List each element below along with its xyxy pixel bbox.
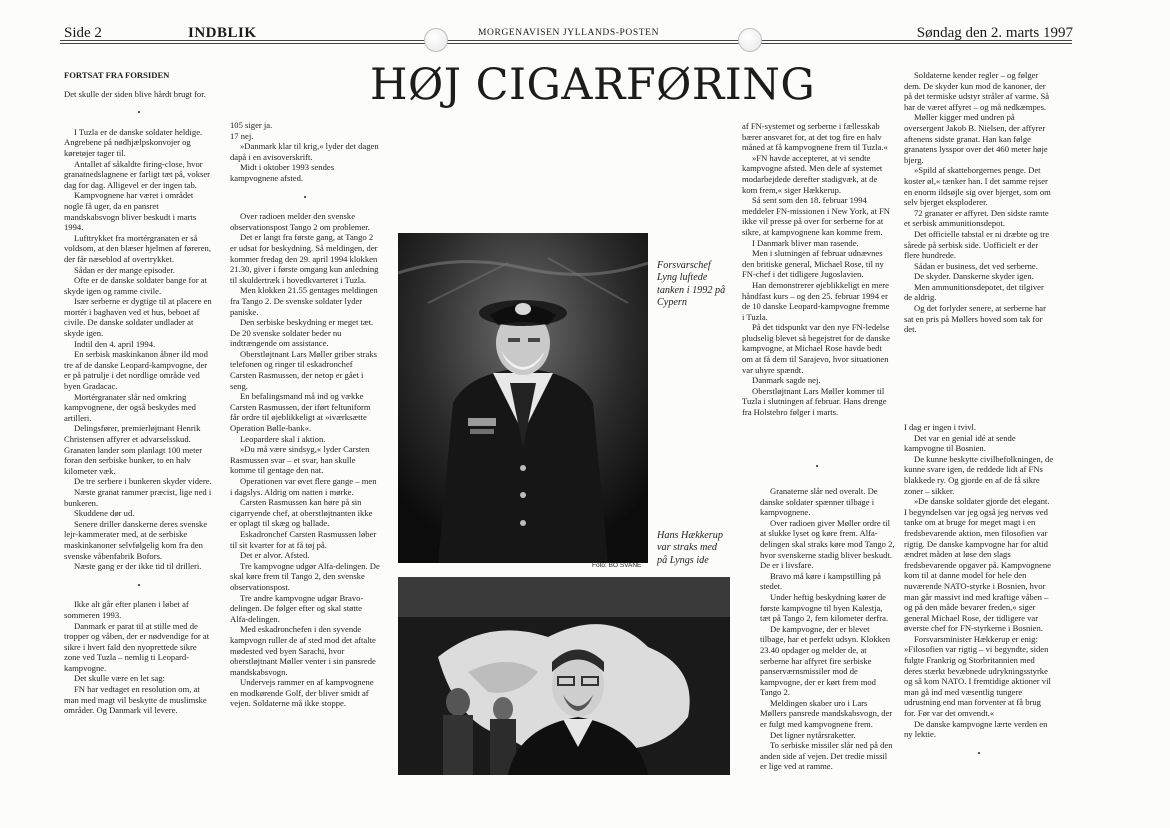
section-divider <box>742 462 892 476</box>
paragraph: »Du må være sindsyg,« lyder Carsten Rasmussen svar – et svar, han skulle komme til gentage den nat. <box>230 444 370 476</box>
paragraph: Men i slutningen af februar udnævnes den britiske general, Michael Rose, til ny FN-chef i det tidligere Jugoslavien. <box>742 248 884 280</box>
paragraph: Skuddene dør ud. <box>74 508 135 519</box>
article-column-3 <box>742 121 892 461</box>
paragraph: Det skulle være en let sag: <box>74 673 165 684</box>
paragraph: Men klokken 21.55 gentages meldingen fra Tango 2. De svenske soldater lyder paniske. <box>230 285 378 317</box>
paragraph: 105 siger ja. <box>230 120 273 130</box>
section-name: INDBLIK <box>188 25 257 41</box>
paragraph: De skyder. Danskerne skyder igen. <box>914 271 1034 282</box>
page-number: Side 2 <box>64 25 102 41</box>
paragraph: Undervejs rammer en af kampvognene en modkørende Golf, der bliver smidt af vejen. Soldaterne må ikke stoppe. <box>230 677 374 709</box>
paragraph: Carsten Rasmussen kan høre på sin cigarryende chef, at oberstløjtnanten ikke er oplagt til skæg og ballade. <box>230 497 373 529</box>
paragraph: Midt i oktober 1993 sendes kampvognene afsted. <box>230 162 335 183</box>
article-column-4 <box>904 70 1054 400</box>
paragraph: Han demonstrerer øjeblikkeligt en mere håndfast kurs – og den 25. februar 1994 er de 10 danske Leopard-kampvogne fremme i Tuzla. <box>742 279 890 322</box>
paragraph: Over radioen giver Møller ordre til at slukke lyset og køre frem. Alfa-delingen skal straks køre mod Tango 2, hvor svenskerne stadig bliver beskudt. De er i livsfare. <box>760 517 895 571</box>
paragraph: På det tidspunkt var den nye FN-ledelse pludselig blevet så begejstret for de danske kampvogne, at Michael Rose havde bedt om at få dem til Sarajevo, hvor situationen var uhyre spændt. <box>742 322 890 375</box>
paragraph: De danske kampvogne lærte verden en ny lektie. <box>904 718 1048 740</box>
section-divider: • <box>137 108 141 118</box>
paragraph: I dag er ingen i tvivl. <box>904 422 977 432</box>
headline: HØJ CIGARFØRING <box>370 60 816 110</box>
paragraph: »Danmark klar til krig,« lyder det dagen dapå i en avisoverskrift. <box>230 141 379 162</box>
paragraph: Indtil den 4. april 1994. <box>74 338 156 349</box>
paragraph: Eskadronchef Carsten Rasmussen løber til sit kvarter for at få tøj på. <box>230 528 377 550</box>
article-column-4b <box>904 422 1054 778</box>
paragraph: Den serbiske beskydning er meget tæt. De 20 svenske soldater beder nu indtrængende om assistance. <box>230 317 374 349</box>
paragraph: Over radioen melder den svenske observationspost Tango 2 om problemer. <box>230 211 370 232</box>
kicker: FORTSAT FRA FORSIDEN <box>64 70 170 80</box>
paragraph: Kampvognene har været i området nogle få uger, da en pansret mandskabsvogn bliver beskudt i marts 1994. <box>64 190 197 233</box>
paragraph: »De danske soldater gjorde det elegant. I begyndelsen var jeg også jeg nervøs ved tanke om at bruge for meget magt i en fredsbevarende aktion, men filosofien var rigtig. De danske kampvogne har for altid ændret måden at løse den slags fredsbevarende opgaver på. Kampvognene kom til at danne model for hele den nuværende NATO-styrke i Bosnien, hvor man går massivt ind med kraftige våben – og på den måde bevarer freden,« siger general Michael Rose, der tidligere var øverste chef for FN-styrkerne i Bosnien. <box>904 496 1051 634</box>
paragraph: Granaterne slår ned overalt. De danske soldater spænner tilbage i kampvognene. <box>760 486 878 518</box>
paragraph: Soldaterne kender regler – og følger dem. De skyder kun mod de kanoner, der på det termiske udstyr stråler af varme. Så har de været affyret – og må nedkæmpes. <box>904 70 1050 112</box>
paragraph: Lufttrykket fra mortérgranaten er så voldsom, at den blæser hjelmen af føreren, der får næseblod af overtrykket. <box>64 232 212 264</box>
paragraph: Meldingen skaber uro i Lars Møllers pansrede mandskabsvogn, der er fulgt med kampvognene frem. <box>760 697 893 730</box>
paragraph: Og det forlyder senere, at serberne har sat en pris på Møllers hoved som tak for det. <box>904 303 1046 335</box>
paragraph: Under heftig beskydning kører de første kampvogne til byen Kalestja, tæt på Tango 2, fem kilometer derfra. <box>760 591 889 624</box>
paragraph: Især serberne er dygtige til at placere en mortér i baghaven ved et hus, beboet af civile. De danske soldater undlader at skyde igen. <box>64 296 212 339</box>
paragraph: Møller kigger med undren på oversergent Jakob B. Nielsen, der affyrer aftenens sidste granat. Han kan følge granatens lysspor over det 460 meter høje bjerg. <box>904 112 1048 165</box>
section-divider: • <box>815 462 819 471</box>
paragraph: 17 nej. <box>230 130 254 141</box>
paragraph: To serbiske missiler slår ned på den anden side af vejen. Det tredie missil er lige ved at ramme. <box>760 740 893 772</box>
paragraph: I Danmark bliver man rasende. <box>752 237 859 248</box>
paragraph: af FN-systemet og serberne i fællesskab bærer ansvaret for, at det tog fire en halv måned at få kampvognene frem til Tuzla.« <box>742 121 888 153</box>
header-rule-thin <box>60 43 1072 44</box>
paragraph: Næste gang er der ikke tid til drilleri. <box>74 561 202 572</box>
issue-date: Søndag den 2. marts 1997 <box>916 25 1073 41</box>
section-divider: • <box>137 580 141 590</box>
paragraph: Sådan er business, det ved serberne. <box>914 260 1038 271</box>
paragraph: Delingsfører, premierløjtnant Henrik Christensen affyrer et advarselsskud. Granaten lander som planlagt 100 meter foran den serbiske bunker, to en halv kilometer væk. <box>64 423 203 476</box>
paragraph: Med eskadronchefen i den syvende kampvogn ruller de af sted mod det aftalte mødested ved byen Sarachi, hvor oberstløjtnant Møller venter i sin pansrede mandskabsvogn. <box>230 624 376 677</box>
paragraph: De tre serbere i bunkeren skyder videre. <box>74 476 212 487</box>
paragraph: Oberstløjtnant Lars Møller kommer til Tuzla i slutningen af februar. Hans drenge fra Holstebro følger i marts. <box>742 385 887 418</box>
paragraph: En serbisk maskinkanon åbner ild mod tre af de danske Leopard-kampvogne, der er på patrulje i det nordlige område ved byen Gradacac. <box>64 349 208 392</box>
paragraph: Antallet af såkaldte firing-close, hvor granatnedslagnene er farligt tæt på, vokser dag for dag. Alligevel er der ingen tab. <box>64 158 211 190</box>
paragraph: Senere driller danskerne deres svenske lejr-kammerater med, at de serbiske maskinkanoner selvfølgelig kom fra den svenske våbenfabrik Bofors. <box>64 518 208 561</box>
paragraph: FN har vedtaget en resolution om, at man med magt vil beskytte de muslimske områder. Og Danmark vil levere. <box>64 684 207 716</box>
paragraph: Så sent som den 18. februar 1994 meddeler FN-missionen i New York, at FN ikke vil presse på over for serberne for at sikre, at kampvognene kan komme frem. <box>742 195 890 237</box>
article-column-3b <box>760 486 895 778</box>
paragraph: Forsvarsminister Hækkerup er enig: »Filosofien var rigtig – vi begyndte, siden fulgte Frankrig og Storbritannien med deres stærkt bevæbnede udrykningsstyrke og så kom NATO. I fremtidige aktioner vil man gå ind med væsentlig tungere udrustning end man forventer at få brug for. Før var det omvendt.« <box>904 633 1051 719</box>
paragraph: Oberstløjtnant Lars Møller griber straks telefonen og ringer til eskadronchef Carsten Rasmussen, der netop er gået i seng. <box>230 348 377 391</box>
paragraph: Sådan er der mange episoder. <box>74 264 175 275</box>
paragraph: De kunne beskytte civilbefolkningen, de kunne svare igen, de reddede lidt af FNs blakkede ry. Og gjorde en af de få sikre zoner – sikker. <box>904 453 1054 496</box>
paragraph: Mortérgranater slår ned omkring kampvognene, der også beskydes med artilleri. <box>64 391 196 423</box>
paragraph: De kampvogne, der er blevet tilbage, har et perfekt udsyn. Klokken 23.40 opdager og melder de, at serberne har affyret fire serbiske panserværnsmissiler mod de kampvogne, der er kørt frem mod Tango 2. <box>760 623 891 698</box>
paragraph: Danmark sagde nej. <box>752 375 821 386</box>
photo-credit: Foto: BO SVANE <box>592 562 642 569</box>
header-rule <box>60 40 1072 41</box>
caption-photo1: Forsvarschef Lyng luftede tanken i 1992 på Cypern <box>657 260 726 309</box>
newspaper-name: MORGENAVISEN JYLLANDS-POSTEN <box>478 28 660 38</box>
article-column-2 <box>230 120 380 778</box>
article-column-1 <box>64 70 214 778</box>
paragraph: Men ammunitionsdepotet, det tilgiver de aldrig. <box>904 281 1044 303</box>
paragraph: Ikke alt går efter planen i løbet af sommeren 1993. <box>64 599 189 620</box>
paragraph: Operationen var øvet flere gange – men i dagslys. Aldrig om natten i mørke. <box>230 476 377 497</box>
photo-officer <box>398 233 648 563</box>
section-divider: • <box>977 748 981 758</box>
paragraph: »Spild af skatteborgernes penge. Det koster øl,« tænker han. I det samme rejser en enorm ildsøjle sig over bjerget, som om selv bjerget eksploderer. <box>904 165 1051 208</box>
paragraph: Det officielle tabstal er ni dræbte og tre sårede på serbisk side. Uofficielt er der flere hundrede. <box>904 228 1050 261</box>
paragraph: Danmark er parat til at stille med de tropper og våben, der er nødvendige for at sikre i hvert fald den nyoprettede sikre zone ved Tuzla – nemlig ti Leopard-kampvogne. <box>64 620 210 673</box>
section-divider: • <box>303 192 307 202</box>
paragraph: Det var en genial idé at sende kampvogne til Bosnien. <box>904 432 1016 454</box>
paragraph: I Tuzla er de danske soldater heldige. Angrebene på nødhjælpskonvojer og køretøjer tager til. <box>64 126 203 158</box>
paragraph: Det er langt fra første gang, at Tango 2 er udsat for beskydning. Så meldingen, der kommer fredag den 29. april 1994 klokken 21.30, giver i første omgang kun anledning til skuldertræk i hovedkvarteret i Tuzla. <box>230 232 379 285</box>
paragraph: Leopardere skal i aktion. <box>240 433 326 444</box>
paragraph: Ofte er de danske soldater bange for at skyde igen og ramme civile. <box>64 275 207 296</box>
punch-hole <box>738 28 762 52</box>
paragraph: 72 granater er affyret. Den sidste ramte et serbisk ammunitionsdepot. <box>904 207 1049 229</box>
punch-hole <box>424 28 448 52</box>
paragraph: Næste granat rammer præcist, lige ned i bunkeren. <box>64 486 212 508</box>
photo-minister <box>398 577 730 775</box>
paragraph: En befalingsmand må ind og vække Carsten Rasmussen, der iført feltuniform får ordre til øjeblikkeligt at »iværksætte Operation Bølle-bank«. <box>230 391 371 434</box>
caption-photo2: Hans Hækkerup var straks med på Lyngs ide <box>657 530 723 566</box>
paragraph: »FN havde accepteret, at vi sendte kampvogne afsted. Men dele af systemet modarbejdede derefter stadigvæk, at de kom frem,« siger Hækkerup. <box>742 152 883 195</box>
paragraph: Det ligner nytårsraketter. <box>770 729 856 740</box>
paragraph: Det skulle der siden blive hårdt brugt for. <box>64 88 206 99</box>
paragraph: Bravo må køre i kampstilling på stedet. <box>760 570 881 592</box>
paragraph: Tre andre kampvogne udgør Bravo-delingen. De følger efter og skal støtte Alfa-delingen. <box>230 592 364 624</box>
paragraph: Tre kampvogne udgør Alfa-delingen. De skal køre frem til Tango 2, den svenske observationspost. <box>230 560 380 592</box>
paragraph: Det er alvor. Afsted. <box>240 550 310 561</box>
